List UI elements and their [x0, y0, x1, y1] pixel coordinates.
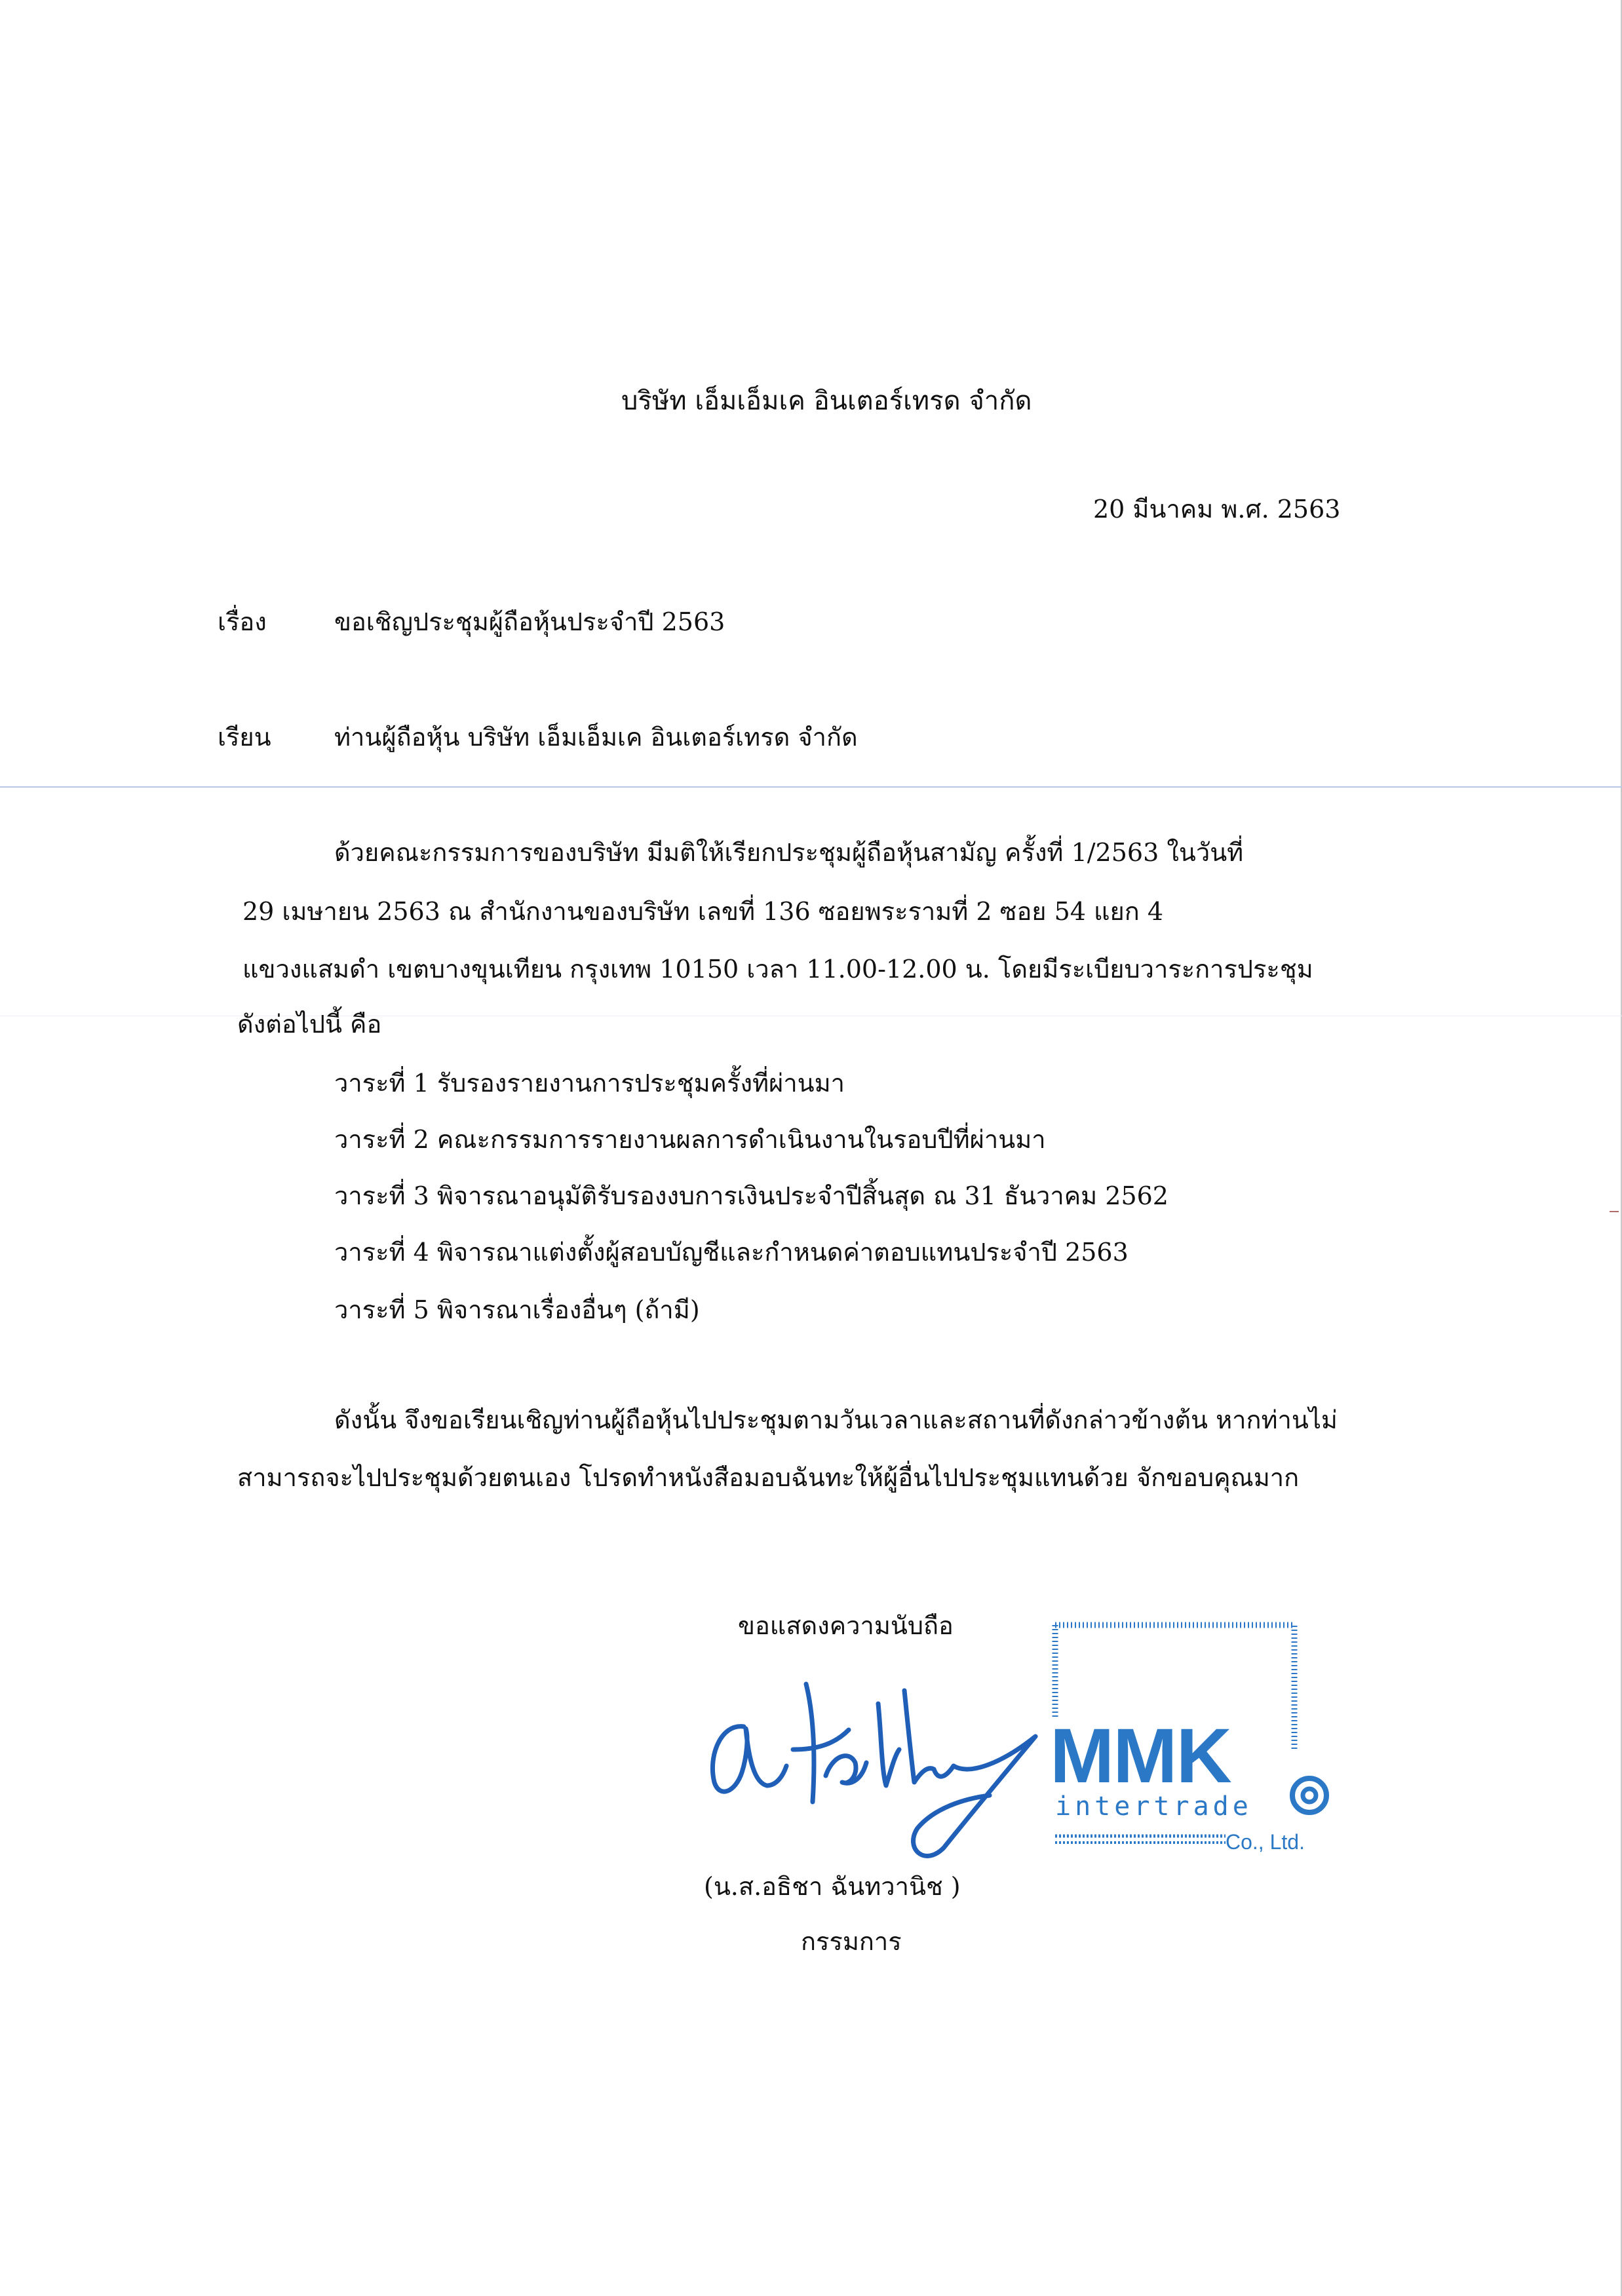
recipient-label: เรียน — [218, 723, 271, 752]
agenda-item: วาระที่ 1 รับรองรายงานการประชุมครั้งที่ผ่านมา — [334, 1069, 845, 1098]
agenda-item: วาระที่ 3 พิจารณาอนุมัติรับรองงบการเงินประจำปีสิ้นสุด ณ 31 ธันวาคม 2562 — [334, 1181, 1168, 1210]
company-name: บริษัท เอ็มเอ็มเค อินเตอร์เทรด จำกัด — [621, 386, 1032, 416]
agenda-item: วาระที่ 4 พิจารณาแต่งตั้งผู้สอบบัญชีและกำหนดค่าตอบแทนประจำปี 2563 — [334, 1238, 1129, 1267]
body-line: ดังต่อไปนี้ คือ — [237, 1010, 382, 1039]
handwritten-signature — [695, 1651, 1062, 1861]
closing-line: สามารถจะไปประชุมด้วยตนเอง โปรดทำหนังสือมอบฉันทะให้ผู้อื่นไปประชุมแทนด้วย จักขอบคุณมาก — [237, 1463, 1300, 1492]
agenda-item: วาระที่ 5 พิจารณาเรื่องอื่นๆ (ถ้ามี) — [334, 1295, 700, 1324]
subject-text: ขอเชิญประชุมผู้ถือหุ้นประจำปี 2563 — [334, 607, 725, 636]
signatory-position: กรรมการ — [801, 1927, 902, 1956]
body-line: 29 เมษายน 2563 ณ สำนักงานของบริษัท เลขที่ 136 ซอยพระรามที่ 2 ซอย 54 แยก 4 — [242, 897, 1164, 926]
closing-line: ดังนั้น จึงขอเรียนเชิญท่านผู้ถือหุ้นไปประชุมตามวันเวลาและสถานที่ดังกล่าวข้างต้น หากท่านไม่ — [334, 1406, 1338, 1434]
signatory-name: (น.ส.อธิชา ฉันทวานิช ) — [704, 1872, 961, 1901]
body-line: แขวงแสมดำ เขตบางขุนเทียน กรุงเทพ 10150 เวลา 11.00-12.00 น. โดยมีระเบียบวาระการประชุม — [242, 955, 1313, 984]
company-stamp — [1035, 1618, 1337, 1854]
stamp-line-intertrade: intertrade — [1055, 1791, 1252, 1822]
subject-label: เรื่อง — [218, 607, 267, 636]
regards-text: ขอแสดงความนับถือ — [738, 1611, 954, 1640]
agenda-item: วาระที่ 2 คณะกรรมการรายงานผลการดำเนินงานในรอบปีที่ผ่านมา — [334, 1125, 1046, 1154]
scan-artifact-line — [0, 786, 1622, 788]
signature-strokes — [712, 1684, 1035, 1856]
margin-mark — [1610, 1211, 1619, 1212]
letter-date: 20 มีนาคม พ.ศ. 2563 — [1093, 495, 1341, 524]
body-line: ด้วยคณะกรรมการของบริษัท มีมติให้เรียกประชุมผู้ถือหุ้นสามัญ ครั้งที่ 1/2563 ในวันที่ — [334, 838, 1244, 867]
stamp-line-coltd: Co., Ltd. — [1226, 1830, 1305, 1854]
stamp-logo-text: MMK — [1050, 1713, 1231, 1799]
recipient-text: ท่านผู้ถือหุ้น บริษัท เอ็มเอ็มเค อินเตอร์เทรด จำกัด — [334, 723, 858, 752]
